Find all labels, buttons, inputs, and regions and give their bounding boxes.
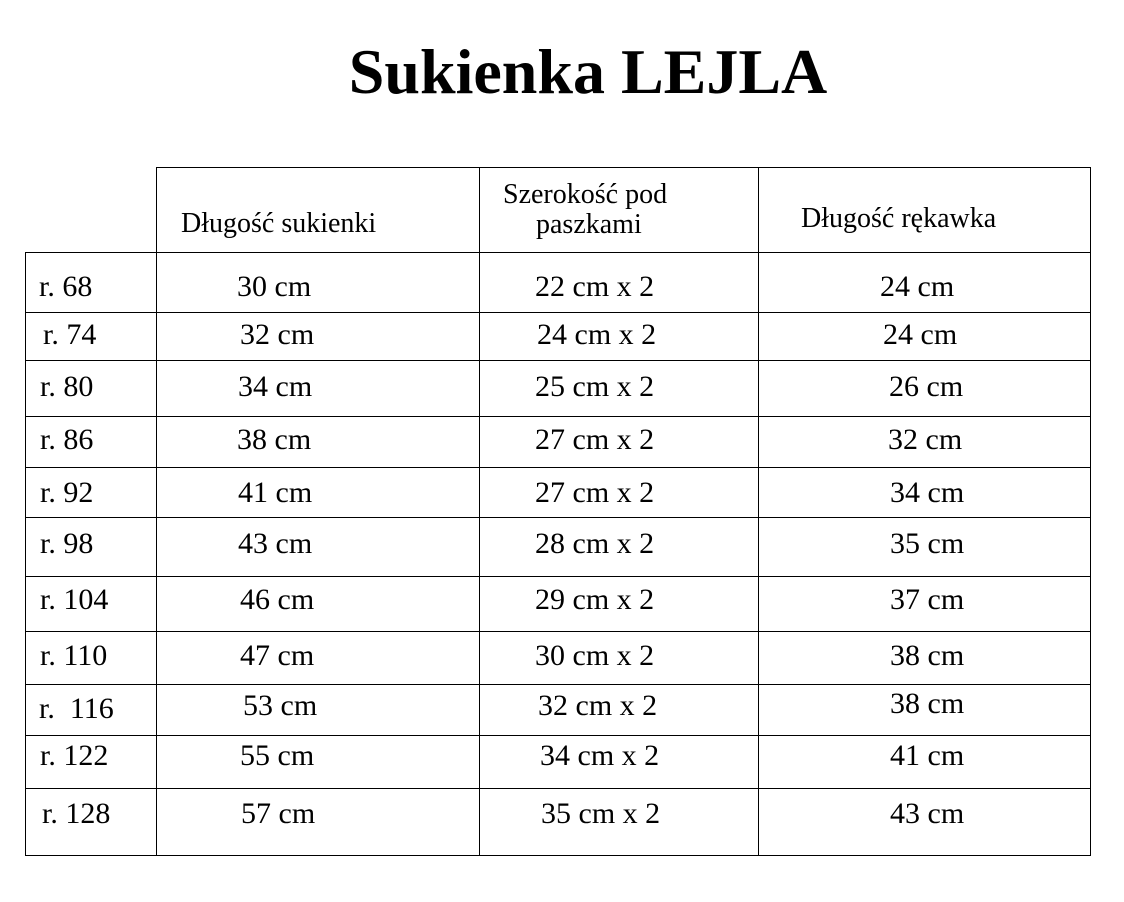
length-cell: 32 cm [240,318,315,351]
width-cell: 22 cm x 2 [535,270,655,303]
row-divider [25,360,1091,361]
size-cell: r. 122 [40,739,109,772]
row-divider [25,788,1091,789]
table-border-left [25,252,26,856]
size-cell: r. 68 [39,270,93,303]
length-cell: 46 cm [240,583,315,616]
width-cell: 34 cm x 2 [540,739,660,772]
size-cell: r. 74 [43,318,97,351]
width-cell: 35 cm x 2 [541,797,661,830]
size-cell: r. 92 [40,476,94,509]
row-divider [25,684,1091,685]
size-cell: r. 110 [40,639,108,672]
header-border-bottom [25,252,1091,253]
row-divider [25,517,1091,518]
size-cell: r. 98 [40,527,94,560]
width-cell: 29 cm x 2 [535,583,655,616]
width-cell: 27 cm x 2 [535,423,655,456]
length-cell: 30 cm [237,270,312,303]
width-cell: 25 cm x 2 [535,370,655,403]
row-divider [25,631,1091,632]
row-divider [25,416,1091,417]
sleeve-cell: 38 cm [890,687,965,720]
table-border-top [156,167,1091,168]
table-border-right [1090,167,1091,856]
width-cell: 32 cm x 2 [538,689,658,722]
header-width-line2: paszkami [536,209,642,240]
sleeve-cell: 24 cm [880,270,955,303]
width-cell: 30 cm x 2 [535,639,655,672]
sleeve-cell: 24 cm [883,318,958,351]
header-length: Długość sukienki [181,208,377,239]
table-border-bottom [25,855,1091,856]
length-cell: 34 cm [238,370,313,403]
col-divider [479,167,480,856]
header-width-line1: Szerokość pod [503,179,668,210]
row-divider [25,467,1091,468]
sleeve-cell: 32 cm [888,423,963,456]
size-cell: r. 86 [40,423,94,456]
length-cell: 43 cm [238,527,313,560]
sleeve-cell: 41 cm [890,739,965,772]
length-cell: 41 cm [238,476,313,509]
sleeve-cell: 35 cm [890,527,965,560]
row-divider [25,312,1091,313]
size-cell: r. 104 [40,583,109,616]
width-cell: 28 cm x 2 [535,527,655,560]
size-cell: r. 80 [40,370,94,403]
length-cell: 57 cm [241,797,316,830]
sleeve-cell: 38 cm [890,639,965,672]
header-sleeve: Długość rękawka [801,203,997,234]
length-cell: 53 cm [243,689,318,722]
col-divider [156,167,157,856]
sleeve-cell: 34 cm [890,476,965,509]
row-divider [25,735,1091,736]
row-divider [25,576,1091,577]
page-title: Sukienka LEJLA [348,36,828,107]
length-cell: 47 cm [240,639,315,672]
size-cell: r. 116 [39,692,114,725]
sleeve-cell: 43 cm [890,797,965,830]
size-cell: r. 128 [42,797,111,830]
width-cell: 24 cm x 2 [537,318,657,351]
sleeve-cell: 26 cm [889,370,964,403]
length-cell: 55 cm [240,739,315,772]
length-cell: 38 cm [237,423,312,456]
col-divider [758,167,759,856]
width-cell: 27 cm x 2 [535,476,655,509]
sleeve-cell: 37 cm [890,583,965,616]
